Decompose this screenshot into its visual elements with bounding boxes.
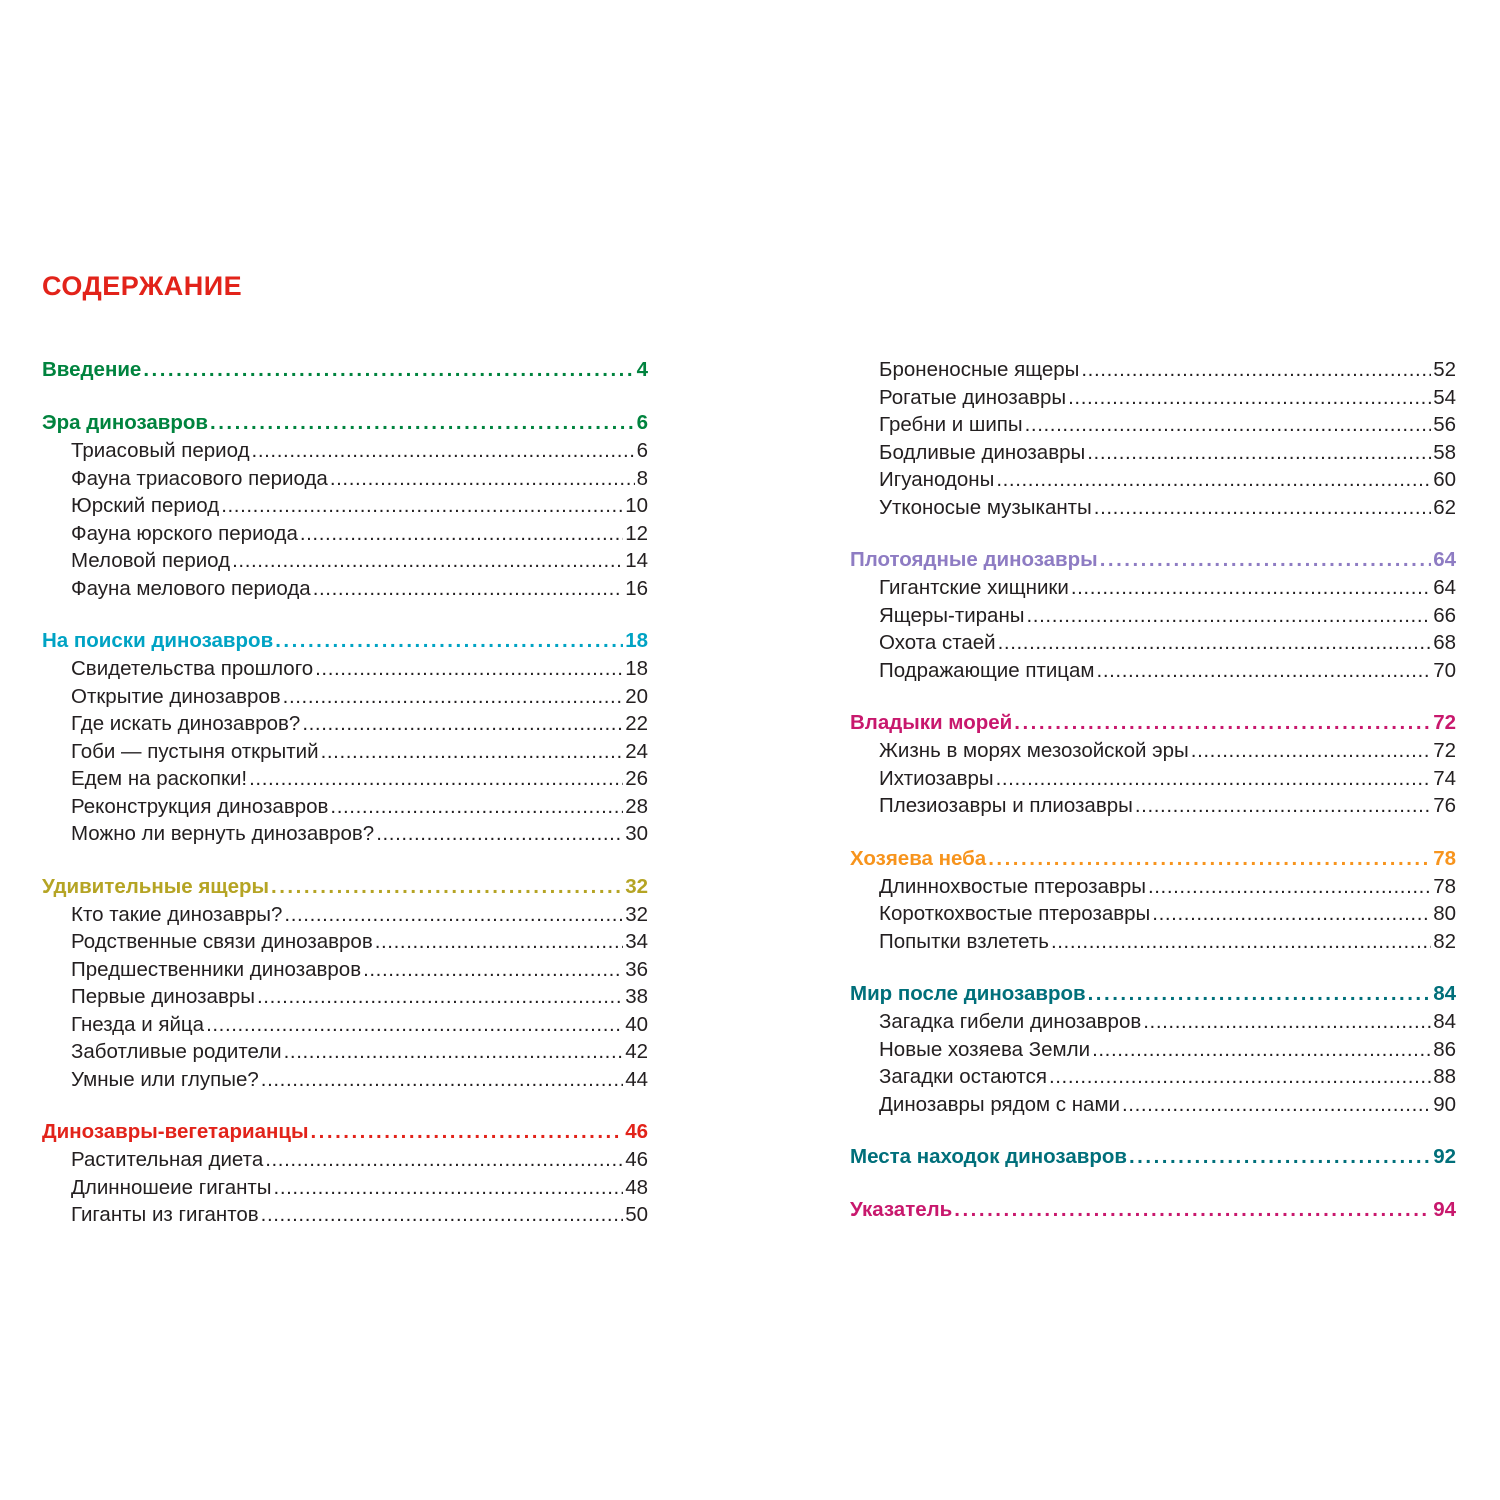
toc-entry[interactable] bbox=[850, 629, 1456, 657]
toc-entry[interactable] bbox=[850, 494, 1456, 522]
section-page-number: 64 bbox=[1433, 548, 1456, 571]
entry-page-number: 36 bbox=[625, 957, 648, 981]
section-title: Плотоядные динозавры bbox=[850, 548, 1098, 571]
section-page-number: 32 bbox=[625, 874, 648, 898]
toc-section-heading[interactable] bbox=[42, 1118, 648, 1146]
toc-entry[interactable] bbox=[42, 547, 648, 575]
toc-section-heading[interactable] bbox=[850, 980, 1456, 1008]
entry-page-number: 24 bbox=[625, 739, 648, 763]
entry-title: Новые хозяева Земли bbox=[879, 1037, 1091, 1061]
toc-entry[interactable] bbox=[42, 765, 648, 793]
entry-title: Динозавры рядом с нами bbox=[879, 1092, 1120, 1116]
section-title: Владыки морей bbox=[850, 711, 1013, 734]
dot-leader bbox=[302, 710, 623, 738]
entry-page-number: 38 bbox=[625, 985, 648, 1008]
entry-page-number: 14 bbox=[625, 549, 648, 572]
entry-title: Попытки взлететь bbox=[879, 929, 1049, 953]
dot-leader bbox=[1081, 356, 1431, 384]
entry-page-number: 62 bbox=[1433, 495, 1456, 519]
entry-title: Плезиозавры и плиозавры bbox=[879, 794, 1133, 817]
toc-entry[interactable] bbox=[850, 602, 1456, 630]
dot-leader bbox=[376, 820, 623, 848]
dot-leader bbox=[232, 547, 623, 575]
section-title: Введение bbox=[42, 358, 142, 381]
entry-page-number: 44 bbox=[625, 1067, 648, 1091]
section-page-number: 78 bbox=[1433, 846, 1456, 870]
entry-title: Гигантские хищники bbox=[879, 576, 1069, 599]
entry-page-number: 64 bbox=[1433, 576, 1456, 599]
entry-title: Юрский период bbox=[71, 494, 220, 517]
entry-title: Рогатые динозавры bbox=[879, 385, 1067, 409]
dot-leader bbox=[206, 1011, 623, 1039]
dot-leader bbox=[1025, 411, 1432, 439]
dot-leader bbox=[221, 492, 623, 520]
toc-entry[interactable] bbox=[42, 793, 648, 821]
toc-entry[interactable] bbox=[42, 1038, 648, 1066]
toc-section bbox=[850, 845, 1456, 956]
toc-entry[interactable] bbox=[850, 574, 1456, 602]
toc-title: СОДЕРЖАНИЕ bbox=[42, 271, 243, 301]
toc-entry[interactable] bbox=[42, 738, 648, 766]
dot-leader bbox=[998, 629, 1432, 657]
entry-page-number: 18 bbox=[625, 657, 648, 680]
entry-page-number: 12 bbox=[625, 521, 648, 545]
entry-page-number: 6 bbox=[636, 439, 648, 462]
toc-entry[interactable] bbox=[42, 655, 648, 683]
dot-leader bbox=[261, 1066, 623, 1094]
entry-page-number: 66 bbox=[1433, 603, 1456, 627]
toc-entry[interactable] bbox=[850, 873, 1456, 901]
dot-leader bbox=[284, 901, 623, 929]
toc-section bbox=[850, 1196, 1456, 1224]
dot-leader bbox=[375, 928, 623, 956]
toc-section bbox=[850, 980, 1456, 1118]
toc-entry[interactable] bbox=[42, 437, 648, 465]
dot-leader bbox=[1129, 1143, 1431, 1171]
entry-title: Первые динозавры bbox=[71, 985, 255, 1008]
entry-title: Ихтиозавры bbox=[879, 766, 994, 790]
dot-leader bbox=[996, 466, 1431, 494]
entry-title: Едем на раскопки! bbox=[71, 767, 248, 790]
entry-title: Жизнь в морях мезозойской эры bbox=[879, 739, 1189, 762]
toc-section-heading[interactable] bbox=[42, 873, 648, 901]
entry-page-number: 84 bbox=[1433, 1010, 1456, 1033]
dot-leader bbox=[330, 465, 635, 493]
dot-leader bbox=[1122, 1091, 1431, 1119]
entry-title: Фауна юрского периода bbox=[71, 521, 298, 545]
toc-entry[interactable] bbox=[850, 765, 1456, 793]
toc-entry[interactable] bbox=[850, 1063, 1456, 1091]
section-page-number: 6 bbox=[636, 411, 648, 434]
entry-title: Гоби — пустыня открытий bbox=[71, 739, 319, 763]
dot-leader bbox=[1027, 602, 1432, 630]
dot-leader bbox=[1143, 1008, 1431, 1036]
toc-section-heading[interactable] bbox=[850, 709, 1456, 737]
toc-entry[interactable] bbox=[850, 657, 1456, 685]
toc-entry[interactable] bbox=[42, 710, 648, 738]
entry-page-number: 46 bbox=[625, 1148, 648, 1171]
dot-leader bbox=[1191, 737, 1431, 765]
toc-section bbox=[42, 1118, 648, 1229]
entry-page-number: 28 bbox=[625, 794, 648, 818]
toc-right-column bbox=[850, 356, 1456, 1249]
toc-section bbox=[850, 546, 1456, 684]
toc-entry[interactable] bbox=[850, 411, 1456, 439]
dot-leader bbox=[249, 765, 623, 793]
section-title: Удивительные ящеры bbox=[42, 874, 270, 898]
entry-page-number: 76 bbox=[1433, 794, 1456, 817]
entry-title: Бодливые динозавры bbox=[879, 440, 1086, 464]
entry-page-number: 80 bbox=[1433, 902, 1456, 925]
dot-leader bbox=[275, 627, 623, 655]
toc-section bbox=[42, 873, 648, 1094]
dot-leader bbox=[1094, 494, 1431, 522]
entry-title: Подражающие птицам bbox=[879, 658, 1095, 682]
section-title: Указатель bbox=[850, 1198, 953, 1221]
entry-title: Длиннохвостые птерозавры bbox=[879, 874, 1146, 898]
section-page-number: 4 bbox=[636, 358, 648, 381]
entry-page-number: 58 bbox=[1433, 440, 1456, 464]
entry-title: Короткохвостые птерозавры bbox=[879, 902, 1151, 925]
toc-entry[interactable] bbox=[850, 1091, 1456, 1119]
toc-entry[interactable] bbox=[42, 1066, 648, 1094]
entry-title: Родственные связи динозавров bbox=[71, 930, 373, 953]
toc-section-heading[interactable] bbox=[42, 627, 648, 655]
entry-page-number: 70 bbox=[1433, 658, 1456, 682]
entry-title: Умные или глупые? bbox=[71, 1067, 259, 1091]
dot-leader bbox=[1097, 657, 1432, 685]
dot-leader bbox=[1088, 980, 1432, 1008]
entry-page-number: 82 bbox=[1433, 929, 1456, 953]
toc-left-column bbox=[42, 356, 648, 1254]
toc-entry[interactable] bbox=[42, 575, 648, 603]
entry-title: Загадки остаются bbox=[879, 1065, 1047, 1088]
toc-entry[interactable] bbox=[850, 792, 1456, 820]
toc-entry[interactable] bbox=[42, 520, 648, 548]
entry-page-number: 68 bbox=[1433, 631, 1456, 654]
dot-leader bbox=[1068, 384, 1431, 412]
dot-leader bbox=[1087, 439, 1431, 467]
dot-leader bbox=[284, 1038, 624, 1066]
toc-entry[interactable] bbox=[850, 900, 1456, 928]
dot-leader bbox=[252, 437, 635, 465]
entry-title: Фауна мелового периода bbox=[71, 576, 311, 600]
toc-entry[interactable] bbox=[42, 492, 648, 520]
toc-entry[interactable] bbox=[850, 439, 1456, 467]
toc-entry[interactable] bbox=[850, 1008, 1456, 1036]
entry-title: Загадка гибели динозавров bbox=[879, 1010, 1142, 1033]
section-page-number: 84 bbox=[1433, 982, 1456, 1005]
toc-entry[interactable] bbox=[850, 1036, 1456, 1064]
entry-page-number: 22 bbox=[625, 712, 648, 735]
dot-leader bbox=[313, 575, 624, 603]
toc-section bbox=[42, 409, 648, 602]
entry-page-number: 60 bbox=[1433, 468, 1456, 491]
toc-section bbox=[42, 356, 648, 384]
entry-title: Кто такие динозавры? bbox=[71, 902, 283, 926]
toc-entry[interactable] bbox=[850, 356, 1456, 384]
entry-page-number: 48 bbox=[625, 1175, 648, 1199]
entry-title: Утконосые музыканты bbox=[879, 495, 1092, 519]
toc-section-heading[interactable] bbox=[850, 1196, 1456, 1224]
dot-leader bbox=[315, 655, 623, 683]
dot-leader bbox=[363, 956, 623, 984]
entry-title: Реконструкция динозавров bbox=[71, 794, 329, 818]
section-title: Хозяева неба bbox=[850, 846, 987, 870]
toc-section-heading[interactable] bbox=[850, 546, 1456, 574]
section-page-number: 72 bbox=[1433, 711, 1456, 734]
toc-entry[interactable] bbox=[42, 956, 648, 984]
toc-entry[interactable] bbox=[42, 1174, 648, 1202]
entry-page-number: 20 bbox=[625, 684, 648, 708]
dot-leader bbox=[300, 520, 623, 548]
toc-entry[interactable] bbox=[42, 983, 648, 1011]
entry-page-number: 40 bbox=[625, 1012, 648, 1036]
dot-leader bbox=[1152, 900, 1431, 928]
entry-page-number: 54 bbox=[1433, 385, 1456, 409]
toc-section-heading[interactable] bbox=[850, 1143, 1456, 1171]
entry-title: Длинношеие гиганты bbox=[71, 1175, 272, 1199]
entry-title: Триасовый период bbox=[71, 439, 250, 462]
entry-title: Свидетельства прошлого bbox=[71, 657, 314, 680]
dot-leader bbox=[1071, 574, 1431, 602]
section-page-number: 94 bbox=[1433, 1198, 1456, 1221]
entry-title: Где искать динозавров? bbox=[71, 712, 301, 735]
entry-page-number: 90 bbox=[1433, 1092, 1456, 1116]
toc-entry[interactable] bbox=[42, 1146, 648, 1174]
toc-section bbox=[850, 1143, 1456, 1171]
toc-section bbox=[42, 627, 648, 848]
section-page-number: 92 bbox=[1433, 1145, 1456, 1168]
dot-leader bbox=[210, 409, 635, 437]
toc-entry[interactable] bbox=[42, 1011, 648, 1039]
entry-title: Броненосные ящеры bbox=[879, 358, 1080, 381]
toc-section-heading[interactable] bbox=[850, 845, 1456, 873]
entry-page-number: 50 bbox=[625, 1203, 648, 1226]
dot-leader bbox=[261, 1201, 624, 1229]
section-page-number: 18 bbox=[625, 629, 648, 652]
toc-section-heading[interactable] bbox=[42, 409, 648, 437]
entry-title: Игуанодоны bbox=[879, 468, 995, 491]
section-title: Динозавры-вегетарианцы bbox=[42, 1120, 309, 1143]
dot-leader bbox=[310, 1118, 623, 1146]
dot-leader bbox=[1092, 1036, 1431, 1064]
dot-leader bbox=[1051, 928, 1431, 956]
dot-leader bbox=[1049, 1063, 1431, 1091]
entry-title: Предшественники динозавров bbox=[71, 957, 362, 981]
entry-page-number: 78 bbox=[1433, 874, 1456, 898]
entry-page-number: 88 bbox=[1433, 1065, 1456, 1088]
toc-entry[interactable] bbox=[850, 466, 1456, 494]
toc-entry[interactable] bbox=[42, 1201, 648, 1229]
section-title: На поиски динозавров bbox=[42, 629, 274, 652]
toc-entry[interactable] bbox=[42, 465, 648, 493]
toc-section bbox=[850, 709, 1456, 820]
toc-entry[interactable] bbox=[42, 901, 648, 929]
entry-page-number: 72 bbox=[1433, 739, 1456, 762]
entry-title: Открытие динозавров bbox=[71, 684, 281, 708]
section-title: Мир после динозавров bbox=[850, 982, 1086, 1005]
section-page-number: 46 bbox=[625, 1120, 648, 1143]
dot-leader bbox=[143, 356, 634, 384]
entry-title: Растительная диета bbox=[71, 1148, 264, 1171]
dot-leader bbox=[1148, 873, 1431, 901]
dot-leader bbox=[271, 873, 623, 901]
dot-leader bbox=[1014, 709, 1431, 737]
dot-leader bbox=[274, 1174, 624, 1202]
toc-entry[interactable] bbox=[850, 737, 1456, 765]
section-title: Места находок динозавров bbox=[850, 1145, 1127, 1168]
entry-page-number: 56 bbox=[1433, 413, 1456, 436]
dot-leader bbox=[257, 983, 623, 1011]
entry-title: Ящеры-тираны bbox=[879, 603, 1025, 627]
entry-page-number: 8 bbox=[636, 466, 648, 490]
entry-page-number: 74 bbox=[1433, 766, 1456, 790]
toc-entry[interactable] bbox=[42, 683, 648, 711]
entry-page-number: 26 bbox=[625, 767, 648, 790]
dot-leader bbox=[988, 845, 1431, 873]
entry-page-number: 10 bbox=[625, 494, 648, 517]
entry-title: Гиганты из гигантов bbox=[71, 1203, 259, 1226]
entry-title: Гнезда и яйца bbox=[71, 1012, 205, 1036]
dot-leader bbox=[321, 738, 624, 766]
entry-title: Заботливые родители bbox=[71, 1040, 282, 1063]
entry-title: Фауна триасового периода bbox=[71, 466, 328, 490]
entry-page-number: 52 bbox=[1433, 358, 1456, 381]
toc-section-heading[interactable] bbox=[42, 356, 648, 384]
entry-title: Охота стаей bbox=[879, 631, 996, 654]
dot-leader bbox=[265, 1146, 623, 1174]
toc-section bbox=[850, 356, 1456, 521]
dot-leader bbox=[330, 793, 623, 821]
entry-page-number: 86 bbox=[1433, 1037, 1456, 1061]
entry-title: Гребни и шипы bbox=[879, 413, 1023, 436]
entry-page-number: 42 bbox=[625, 1040, 648, 1063]
dot-leader bbox=[1135, 792, 1431, 820]
dot-leader bbox=[1100, 546, 1432, 574]
toc-entry[interactable] bbox=[850, 384, 1456, 412]
dot-leader bbox=[954, 1196, 1431, 1224]
section-title: Эра динозавров bbox=[42, 411, 209, 434]
dot-leader bbox=[283, 683, 624, 711]
toc-entry[interactable] bbox=[42, 928, 648, 956]
entry-page-number: 16 bbox=[625, 576, 648, 600]
dot-leader bbox=[996, 765, 1432, 793]
entry-title: Можно ли вернуть динозавров? bbox=[71, 822, 375, 845]
toc-entry[interactable] bbox=[850, 928, 1456, 956]
entry-page-number: 30 bbox=[625, 822, 648, 845]
entry-title: Меловой период bbox=[71, 549, 231, 572]
entry-page-number: 34 bbox=[625, 930, 648, 953]
entry-page-number: 32 bbox=[625, 902, 648, 926]
toc-entry[interactable] bbox=[42, 820, 648, 848]
